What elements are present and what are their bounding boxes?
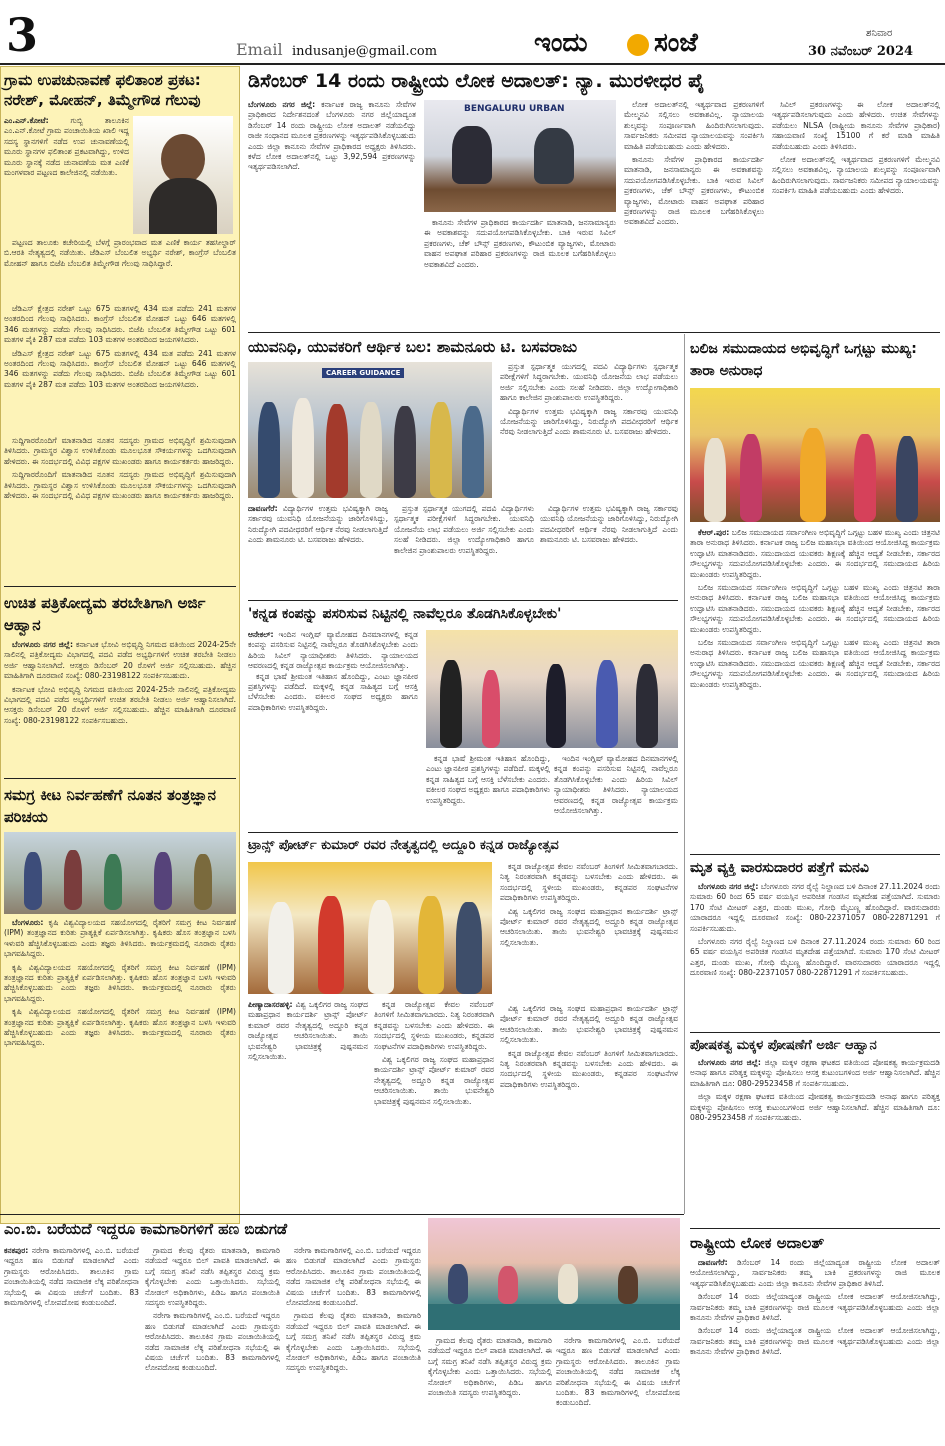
headline: ರಾಷ್ಟ್ರೀಯ ಲೋಕ ಅದಾಲತ್	[690, 1234, 825, 1252]
headline: ಗ್ರಾಮ ಉಪಚುನಾವಣೆ ಫಲಿತಾಂಶ ಪ್ರಕಟ: ನರೇಶ್, ಮೋಹನ್, ತಿಮ್ಮೇಗೌಡ ಗೆಲುವು	[4, 71, 201, 109]
article-body	[772, 100, 940, 328]
paragraph: ಗ್ರಾಮದ ಕೆಲವು ರೈತರು ಮಾತನಾಡಿ, ಕಾಮಗಾರಿ ನಡೆಯದೆ ಇದ್ದರೂ ಬಿಲ್ ಪಾವತಿ ಮಾಡಲಾಗಿದೆ. ಈ ಬಗ್ಗೆ ಸಮಗ್ರ ತನಿಖೆ ನಡೆಸಿ ತಪ್ಪಿತಸ್ಥರ ವಿರುದ್ಧ ಕ್ರಮ ಕೈಗೊಳ್ಳಬೇಕು ಎಂದು ಒತ್ತಾಯಿಸಿದರು. ಸಭೆಯಲ್ಲಿ ನೋಡಲ್ ಅಧಿಕಾರಿಗಳು, ಪಿಡಿಒ ಹಾಗೂ ಪಂಚಾಯಿತಿ ಸದಸ್ಯರು ಉಪಸ್ಥಿತರಿದ್ದರು.	[428, 1336, 552, 1398]
person-figure	[558, 1264, 578, 1304]
paragraph: ಕನ್ನಡ ರಾಜ್ಯೋತ್ಸವ ಕೇವಲ ನವೆಂಬರ್ ತಿಂಗಳಿಗೆ ಸೀಮಿತವಾಗಬಾರದು. ನಿತ್ಯ ನಿರಂತರವಾಗಿ ಕನ್ನಡವನ್ನು ಬಳಸಬೇಕು ಎಂದು ಹೇಳಿದರು. ಈ ಸಂದರ್ಭದಲ್ಲಿ ಸ್ಥಳೀಯ ಮುಖಂಡರು, ಕನ್ನಡಪರ ಸಂಘಟನೆಗಳ ಪದಾಧಿಕಾರಿಗಳು ಉಪಸ್ಥಿತರಿದ್ದರು.	[500, 1048, 678, 1089]
article-body	[248, 1000, 368, 1212]
person-figure	[268, 902, 294, 994]
masthead-left: ಇಂದು	[534, 28, 588, 58]
paragraph: ಜೆಡಿಎಸ್ ಕ್ಷೇತ್ರದ ನರೇಶ್ ಒಟ್ಟು 675 ಮತಗಳಲ್ಲಿ 434 ಮತ ಪಡೆದು 241 ಮತಗಳ ಅಂತರದಿಂದ ಗೆಲುವು ಸಾಧಿಸಿದರು. ಕಾಂಗ್ರೆಸ್ ಬೆಂಬಲಿತ ಮೋಹನ್ ಒಟ್ಟು 646 ಮತಗಳಲ್ಲಿ 346 ಮತಗಳನ್ನು ಪಡೆದು ಗೆಲುವು ಸಾಧಿಸಿದರು. ಬಿಜೆಪಿ ಬೆಂಬಲಿತ ತಿಮ್ಮೇಗೌಡ ಒಟ್ಟು 601 ಮತಗಳ ಪೈಕಿ 287 ಮತ ಪಡೆದು 103 ಮತಗಳ ಅಂತರದಿಂದ ಜಯಗಳಿಸಿದರು.	[4, 348, 236, 389]
article-body	[286, 1246, 421, 1442]
paragraph: ಡಿಸೆಂಬರ್ 14 ರಂದು ಜಿಲ್ಲೆಯಾದ್ಯಂತ ರಾಷ್ಟ್ರೀಯ ಲೋಕ ಅದಾಲತ್ ಆಯೋಜಿಸಲಾಗಿದ್ದು, ಸಾರ್ವಜನಿಕರು ತಮ್ಮ ಬಾಕಿ ಪ್ರಕರಣಗಳನ್ನು ರಾಜಿ ಮೂಲಕ ಇತ್ಯರ್ಥಪಡಿಸಿಕೊಳ್ಳಬಹುದು ಎಂದು ಜಿಲ್ಲಾ ಕಾನೂನು ಸೇವೆಗಳ ಪ್ರಾಧಿಕಾರ ತಿಳಿಸಿದೆ.	[690, 1258, 940, 1288]
paragraph: ಜೆಡಿಎಸ್ ಕ್ಷೇತ್ರದ ನರೇಶ್ ಒಟ್ಟು 675 ಮತಗಳಲ್ಲಿ 434 ಮತ ಪಡೆದು 241 ಮತಗಳ ಅಂತರದಿಂದ ಗೆಲುವು ಸಾಧಿಸಿದರು. ಕಾಂಗ್ರೆಸ್ ಬೆಂಬಲಿತ ಮೋಹನ್ ಒಟ್ಟು 646 ಮತಗಳಲ್ಲಿ 346 ಮತಗಳನ್ನು ಪಡೆದು ಗೆಲುವು ಸಾಧಿಸಿದರು. ಬಿಜೆಪಿ ಬೆಂಬಲಿತ ತಿಮ್ಮೇಗೌಡ ಒಟ್ಟು 601 ಮತಗಳ ಪೈಕಿ 287 ಮತ ಪಡೆದು 103 ಮತಗಳ ಅಂತರದಿಂದ ಜಯಗಳಿಸಿದರು.	[4, 304, 236, 345]
kannada-story	[248, 604, 678, 830]
paragraph: ವಿದ್ಯಾರ್ಥಿಗಳ ಉತ್ತಮ ಭವಿಷ್ಯಕ್ಕಾಗಿ ರಾಜ್ಯ ಸರ್ಕಾರವು ಯುವನಿಧಿ ಯೋಜನೆಯನ್ನು ಜಾರಿಗೊಳಿಸಿದ್ದು, ನಿರುದ್ಯೋಗಿ ಪದವೀಧರರಿಗೆ ಆರ್ಥಿಕ ನೆರವು ನೀಡಲಾಗುತ್ತಿದೆ ಎಂದು ಶಾಮನೂರು ಟಿ. ಬಸವರಾಜು ಹೇಳಿದರು.	[248, 504, 388, 545]
person-figure	[360, 402, 382, 498]
paragraph: ಕರ್ನಾಟಕ ರಾಜ್ಯ ಕಾನೂನು ಸೇವೆಗಳ ಪ್ರಾಧಿಕಾರದ ನಿರ್ದೇಶನದಂತೆ ಬೆಂಗಳೂರು ನಗರ ಜಿಲ್ಲೆಯಾದ್ಯಂತ ಡಿಸೆಂಬರ್ 14 ರಂದು ರಾಷ್ಟ್ರೀಯ ಲೋಕ ಅದಾಲತ್ ನಡೆಯಲಿದ್ದು ರಾಜೀ ಸಂಧಾನದ ಮೂಲಕ ಪ್ರಕರಣಗಳನ್ನು ಇತ್ಯರ್ಥಪಡಿಸಿಕೊಳ್ಳಬಹುದು ಎಂದು ಜಿಲ್ಲಾ ಕಾನೂನು ಸೇವೆಗಳ ಪ್ರಾಧಿಕಾರದ ಅಧ್ಯಕ್ಷರು ತಿಳಿಸಿದರು. ಕಳೆದ ಲೋಕ ಅದಾಲತ್‌ನಲ್ಲಿ ಒಟ್ಟು 3,92,594 ಪ್ರಕರಣಗಳನ್ನು ಇತ್ಯರ್ಥಪಡಿಸಲಾಗಿದೆ.	[248, 100, 416, 172]
divider	[4, 586, 236, 587]
paragraph: ವಿಶ್ವ ಒಕ್ಕಲಿಗರ ರಾಜ್ಯ ಸಂಘದ ಮಹಾಪ್ರಧಾನ ಕಾರ್ಯದರ್ಶಿ ಟ್ರಾನ್ಸ್ ಪೋರ್ಟ್ ಕುಮಾರ್ ರವರ ನೇತೃತ್ವದಲ್ಲಿ ಅದ್ದೂರಿ ಕನ್ನಡ ರಾಜ್ಯೋತ್ಸವ ಆಚರಿಸಲಾಯಿತು. ತಾಯಿ ಭುವನೇಶ್ವರಿ ಭಾವಚಿತ್ರಕ್ಕೆ ಪುಷ್ಪನಮನ ಸಲ್ಲಿಸಲಾಯಿತು.	[500, 906, 678, 947]
paragraph: ಬಲಿಜ ಸಮುದಾಯದ ಸರ್ವಾಂಗೀಣ ಅಭಿವೃದ್ಧಿಗೆ ಒಗ್ಗಟ್ಟು ಬಹಳ ಮುಖ್ಯ ಎಂದು ಚಿತ್ರನಟಿ ತಾರಾ ಅನುರಾಧ ತಿಳಿಸಿದರು. ಕರ್ನಾಟಕ ರಾಜ್ಯ ಬಲಿಜ ಮಹಾಸಭಾ ವತಿಯಿಂದ ಆಯೋಜಿಸಿದ್ದ ಕಾರ್ಯಕ್ರಮ ಉದ್ಘಾಟಿಸಿ ಮಾತನಾಡಿದರು. ಸಮುದಾಯದ ಯುವಕರು ಶಿಕ್ಷಣಕ್ಕೆ ಹೆಚ್ಚಿನ ಆದ್ಯತೆ ನೀಡಬೇಕು, ಸರ್ಕಾರದ ಸೌಲಭ್ಯಗಳನ್ನು ಸದುಪಯೋಗಪಡಿಸಿಕೊಳ್ಳಬೇಕು ಎಂದರು. ಈ ಸಂದರ್ಭದಲ್ಲಿ ಸಮುದಾಯದ ಹಿರಿಯ ಮುಖಂಡರು ಉಪಸ್ಥಿತರಿದ್ದರು.	[690, 528, 940, 579]
paragraph: ಡಿಸೆಂಬರ್ 14 ರಂದು ಜಿಲ್ಲೆಯಾದ್ಯಂತ ರಾಷ್ಟ್ರೀಯ ಲೋಕ ಅದಾಲತ್ ಆಯೋಜಿಸಲಾಗಿದ್ದು, ಸಾರ್ವಜನಿಕರು ತಮ್ಮ ಬಾಕಿ ಪ್ರಕರಣಗಳನ್ನು ರಾಜಿ ಮೂಲಕ ಇತ್ಯರ್ಥಪಡಿಸಿಕೊಳ್ಳಬಹುದು ಎಂದು ಜಿಲ್ಲಾ ಕಾನೂನು ಸೇವೆಗಳ ಪ್ರಾಧಿಕಾರ ತಿಳಿಸಿದೆ.	[690, 1326, 940, 1357]
article-body	[428, 1336, 552, 1442]
paragraph: ಕನ್ನಡ ರಾಜ್ಯೋತ್ಸವ ಕೇವಲ ನವೆಂಬರ್ ತಿಂಗಳಿಗೆ ಸೀಮಿತವಾಗಬಾರದು. ನಿತ್ಯ ನಿರಂತರವಾಗಿ ಕನ್ನಡವನ್ನು ಬಳಸಬೇಕು ಎಂದು ಹೇಳಿದರು. ಈ ಸಂದರ್ಭದಲ್ಲಿ ಸ್ಥಳೀಯ ಮುಖಂಡರು, ಕನ್ನಡಪರ ಸಂಘಟನೆಗಳ ಪದಾಧಿಕಾರಿಗಳು ಉಪಸ್ಥಿತರಿದ್ದರು.	[500, 862, 678, 903]
person-figure	[318, 896, 344, 994]
paragraph: ಸಿವಿಲ್ ಪ್ರಕರಣಗಳನ್ನು ಈ ಲೋಕ ಅದಾಲತ್‌ನಲ್ಲಿ ಇತ್ಯರ್ಥಪಡಿಸಲಾಗುವುದು ಎಂದು ಹೇಳಿದರು. ಉಚಿತ ಸೇವೆಗಳನ್ನು ಪಡೆಯಲು NLSA (ರಾಷ್ಟ್ರೀಯ ಕಾನೂನು ಸೇವೆಗಳ ಪ್ರಾಧಿಕಾರ) ಸಹಾಯವಾಣಿ ಸಂಖ್ಯೆ 15100 ಗೆ ಕರೆ ಮಾಡಿ ಮಾಹಿತಿ ಪಡೆಯಬಹುದು ಎಂದು ತಿಳಿಸಿದರು.	[772, 100, 940, 151]
article-body	[690, 1258, 940, 1438]
paragraph: ಕೃಷಿ ವಿಶ್ವವಿದ್ಯಾಲಯದ ಸಹಯೋಗದಲ್ಲಿ ರೈತರಿಗೆ ಸಮಗ್ರ ಕೀಟ ನಿರ್ವಹಣೆ (IPM) ತಂತ್ರಜ್ಞಾನದ ಕುರಿತು ಪ್ರಾತ್ಯಕ್ಷಿಕೆ ಏರ್ಪಡಿಸಲಾಗಿತ್ತು. ಕೃಷಿಕರು ಹೊಸ ತಂತ್ರಜ್ಞಾನ ಬಳಸಿ ಇಳುವರಿ ಹೆಚ್ಚಿಸಿಕೊಳ್ಳಬಹುದು ಎಂದು ತಜ್ಞರು ತಿಳಿಸಿದರು. ಕಾರ್ಯಕ್ರಮದಲ್ಲಿ ನೂರಾರು ರೈತರು ಭಾಗವಹಿಸಿದ್ದರು.	[4, 962, 236, 1003]
paragraph: ಲೋಕ ಅದಾಲತ್‌ನಲ್ಲಿ ಇತ್ಯರ್ಥವಾದ ಪ್ರಕರಣಗಳಿಗೆ ಮೇಲ್ಮನವಿ ಸಲ್ಲಿಸಲು ಅವಕಾಶವಿಲ್ಲ. ನ್ಯಾಯಾಲಯ ಶುಲ್ಕವನ್ನು ಸಂಪೂರ್ಣವಾಗಿ ಹಿಂದಿರುಗಿಸಲಾಗುವುದು. ಸಾರ್ವಜನಿಕರು ಸಮೀಪದ ನ್ಯಾಯಾಲಯವನ್ನು ಸಂಪರ್ಕಿಸಿ ಮಾಹಿತಿ ಪಡೆಯಬಹುದು ಎಂದು ಹೇಳಿದರು.	[624, 100, 764, 151]
paragraph: ಕಾನೂನು ಸೇವೆಗಳ ಪ್ರಾಧಿಕಾರದ ಕಾರ್ಯದರ್ಶಿ ಮಾತನಾಡಿ, ಜನಸಾಮಾನ್ಯರು ಈ ಅವಕಾಶವನ್ನು ಸದುಪಯೋಗಪಡಿಸಿಕೊಳ್ಳಬೇಕು. ಬಾಕಿ ಇರುವ ಸಿವಿಲ್ ಪ್ರಕರಣಗಳು, ಚೆಕ್ ಬೌನ್ಸ್ ಪ್ರಕರಣಗಳು, ಕೌಟುಂಬಿಕ ವ್ಯಾಜ್ಯಗಳು, ಮೋಟಾರು ವಾಹನ ಅಪಘಾತ ಪರಿಹಾರ ಪ್ರಕರಣಗಳನ್ನು ರಾಜಿ ಮೂಲಕ ಬಗೆಹರಿಸಿಕೊಳ್ಳಲು ಅವಕಾಶವಿದೆ ಎಂದರು.	[624, 155, 764, 227]
article-body	[248, 100, 416, 328]
person-figure	[292, 398, 314, 498]
paragraph: ಬಲಿಜ ಸಮುದಾಯದ ಸರ್ವಾಂಗೀಣ ಅಭಿವೃದ್ಧಿಗೆ ಒಗ್ಗಟ್ಟು ಬಹಳ ಮುಖ್ಯ ಎಂದು ಚಿತ್ರನಟಿ ತಾರಾ ಅನುರಾಧ ತಿಳಿಸಿದರು. ಕರ್ನಾಟಕ ರಾಜ್ಯ ಬಲಿಜ ಮಹಾಸಭಾ ವತಿಯಿಂದ ಆಯೋಜಿಸಿದ್ದ ಕಾರ್ಯಕ್ರಮ ಉದ್ಘಾಟಿಸಿ ಮಾತನಾಡಿದರು. ಸಮುದಾಯದ ಯುವಕರು ಶಿಕ್ಷಣಕ್ಕೆ ಹೆಚ್ಚಿನ ಆದ್ಯತೆ ನೀಡಬೇಕು, ಸರ್ಕಾರದ ಸೌಲಭ್ಯಗಳನ್ನು ಸದುಪಯೋಗಪಡಿಸಿಕೊಳ್ಳಬೇಕು ಎಂದರು. ಈ ಸಂದರ್ಭದಲ್ಲಿ ಸಮುದಾಯದ ಹಿರಿಯ ಮುಖಂಡರು ಉಪಸ್ಥಿತರಿದ್ದರು.	[690, 638, 940, 689]
article-body	[624, 100, 764, 328]
paragraph: ಲೋಕ ಅದಾಲತ್‌ನಲ್ಲಿ ಇತ್ಯರ್ಥವಾದ ಪ್ರಕರಣಗಳಿಗೆ ಮೇಲ್ಮನವಿ ಸಲ್ಲಿಸಲು ಅವಕಾಶವಿಲ್ಲ. ನ್ಯಾಯಾಲಯ ಶುಲ್ಕವನ್ನು ಸಂಪೂರ್ಣವಾಗಿ ಹಿಂದಿರುಗಿಸಲಾಗುವುದು. ಸಾರ್ವಜನಿಕರು ಸಮೀಪದ ನ್ಯಾಯಾಲಯವನ್ನು ಸಂಪರ್ಕಿಸಿ ಮಾಹಿತಿ ಪಡೆಯಬಹುದು ಎಂದು ಹೇಳಿದರು.	[772, 155, 940, 196]
divider	[0, 1214, 684, 1215]
person-figure	[800, 428, 826, 522]
masthead-right: ಸಂಜೆ	[654, 28, 698, 58]
email-label: Email	[236, 40, 283, 59]
table	[428, 1304, 680, 1330]
issue-day: ಶನಿವಾರ	[866, 28, 893, 39]
page-number: 3	[6, 8, 39, 62]
dateline: ಬೆಂಗಳೂರು ನಗರ ಜಿಲ್ಲೆ:	[698, 1058, 761, 1067]
paragraph: ಬೆಂಗಳೂರು ನಗರ ರೈಲ್ವೆ ನಿಲ್ದಾಣದ ಬಳಿ ದಿನಾಂಕ 27.11.2024 ರಂದು ಸುಮಾರು 60 ರಿಂದ 65 ವರ್ಷ ವಯಸ್ಸಿನ ಅಪರಿಚಿತ ಗಂಡಸಿನ ಮೃತದೇಹ ಪತ್ತೆಯಾಗಿದೆ. ಸುಮಾರು 170 ಸೆಂಟಿ ಮೀಟರ್ ಎತ್ತರ, ದುಂಡು ಮುಖ, ಗೋಧಿ ಮೈಬಣ್ಣ ಹೊಂದಿದ್ದಾರೆ. ವಾರಸುದಾರರು ಯಾರಾದರೂ ಇದ್ದಲ್ಲಿ ದೂರವಾಣಿ ಸಂಖ್ಯೆ: 080-22371057 080-22871291 ಗೆ ಸಂಪರ್ಕಿಸಬಹುದು.	[690, 882, 940, 933]
article-body	[424, 218, 616, 328]
paragraph: ಪ್ರಸ್ತುತ ಸ್ಪರ್ಧಾತ್ಮಕ ಯುಗದಲ್ಲಿ ಪದವಿ ವಿದ್ಯಾರ್ಥಿಗಳು ಸ್ಪರ್ಧಾತ್ಮಕ ಪರೀಕ್ಷೆಗಳಿಗೆ ಸಿದ್ಧರಾಗಬೇಕು. ಯುವನಿಧಿ ಯೋಜನೆಯ ಲಾಭ ಪಡೆಯಲು ಅರ್ಜಿ ಸಲ್ಲಿಸಬೇಕು ಎಂದು ಸಲಹೆ ನೀಡಿದರು. ಜಿಲ್ಲಾ ಉದ್ಯೋಗಾಧಿಕಾರಿ ಹಾಗೂ ಕಾಲೇಜಿನ ಪ್ರಾಂಶುಪಾಲರು ಉಪಸ್ಥಿತರಿದ್ದರು.	[394, 504, 534, 555]
article-body	[4, 238, 236, 304]
divider	[4, 778, 236, 779]
person-figure	[498, 1266, 518, 1304]
person-figure	[418, 896, 444, 994]
header-rule	[0, 63, 945, 65]
article-body	[248, 630, 418, 830]
paragraph: ಇಂದಿನ ಇಂಗ್ಲಿಷ್ ವ್ಯಾಮೋಹದ ದಿನಮಾನಗಳಲ್ಲಿ ಕನ್ನಡ ಕಂಪನ್ನು ಪಸರಿಸುವ ನಿಟ್ಟಿನಲ್ಲಿ ನಾವೆಲ್ಲರೂ ತೊಡಗಿಸಿಕೊಳ್ಳಬೇಕು ಎಂದು ಹಿರಿಯ ಸಿವಿಲ್ ನ್ಯಾಯಾಧೀಶರು ತಿಳಿಸಿದರು. ನ್ಯಾಯಾಲಯದ ಆವರಣದಲ್ಲಿ ಕನ್ನಡ ರಾಜ್ಯೋತ್ಸವ ಕಾರ್ಯಕ್ರಮ ಆಯೋಜಿಸಲಾಗಿತ್ತು.	[248, 630, 418, 671]
article-body	[540, 504, 678, 596]
paragraph: ವಿಶ್ವ ಒಕ್ಕಲಿಗರ ರಾಜ್ಯ ಸಂಘದ ಮಹಾಪ್ರಧಾನ ಕಾರ್ಯದರ್ಶಿ ಟ್ರಾನ್ಸ್ ಪೋರ್ಟ್ ಕುಮಾರ್ ರವರ ನೇತೃತ್ವದಲ್ಲಿ ಅದ್ದೂರಿ ಕನ್ನಡ ರಾಜ್ಯೋತ್ಸವ ಆಚರಿಸಲಾಯಿತು. ತಾಯಿ ಭುವನೇಶ್ವರಿ ಭಾವಚಿತ್ರಕ್ಕೆ ಪುಷ್ಪನಮನ ಸಲ್ಲಿಸಲಾಯಿತು.	[500, 1004, 678, 1045]
email-address: indusanje@gmail.com	[292, 44, 438, 59]
dateline: ಬೆಂಗಳೂರು ನಗರ ಜಿಲ್ಲೆ:	[12, 640, 74, 649]
paragraph: ಕನ್ನಡ ಭಾಷೆ ಶ್ರೀಮಂತ ಇತಿಹಾಸ ಹೊಂದಿದ್ದು, ಎಂಟು ಜ್ಞಾನಪೀಠ ಪ್ರಶಸ್ತಿಗಳನ್ನು ಪಡೆದಿದೆ. ಮಕ್ಕಳಲ್ಲಿ ಕನ್ನಡ ಸಾಹಿತ್ಯದ ಬಗ್ಗೆ ಆಸಕ್ತಿ ಬೆಳೆಸಬೇಕು ಎಂದರು. ವಕೀಲರ ಸಂಘದ ಅಧ್ಯಕ್ಷರು ಹಾಗೂ ಪದಾಧಿಕಾರಿಗಳು ಉಪಸ್ಥಿತರಿದ್ದರು.	[426, 754, 550, 805]
paragraph: ಜಿಲ್ಲಾ ಮಕ್ಕಳ ರಕ್ಷಣಾ ಘಟಕದ ವತಿಯಿಂದ ಪೋಷಕತ್ವ ಕಾರ್ಯಕ್ರಮದಡಿ ಅನಾಥ ಹಾಗೂ ಪರಿತ್ಯಕ್ತ ಮಕ್ಕಳನ್ನು ಪೋಷಿಸಲು ಆಸಕ್ತ ಕುಟುಂಬಗಳಿಂದ ಅರ್ಜಿ ಆಹ್ವಾನಿಸಲಾಗಿದೆ. ಹೆಚ್ಚಿನ ಮಾಹಿತಿಗಾಗಿ ದೂ: 080-29523458 ಗೆ ಸಂಪರ್ಕಿಸಬಹುದು.	[690, 1058, 940, 1088]
divider	[248, 832, 678, 833]
person-figure	[596, 660, 618, 748]
balija-story	[690, 338, 940, 800]
article-body	[500, 362, 678, 498]
person-figure	[482, 670, 500, 748]
paragraph: ವಿಶ್ವ ಒಕ್ಕಲಿಗರ ರಾಜ್ಯ ಸಂಘದ ಮಹಾಪ್ರಧಾನ ಕಾರ್ಯದರ್ಶಿ ಟ್ರಾನ್ಸ್ ಪೋರ್ಟ್ ಕುಮಾರ್ ರವರ ನೇತೃತ್ವದಲ್ಲಿ ಅದ್ದೂರಿ ಕನ್ನಡ ರಾಜ್ಯೋತ್ಸವ ಆಚರಿಸಲಾಯಿತು. ತಾಯಿ ಭುವನೇಶ್ವರಿ ಭಾವಚಿತ್ರಕ್ಕೆ ಪುಷ್ಪನಮನ ಸಲ್ಲಿಸಲಾಯಿತು.	[248, 1000, 368, 1062]
paragraph: ಸುದ್ದಿಗಾರರೊಂದಿಗೆ ಮಾತನಾಡಿದ ನೂತನ ಸದಸ್ಯರು ಗ್ರಾಮದ ಅಭಿವೃದ್ಧಿಗೆ ಶ್ರಮಿಸುವುದಾಗಿ ತಿಳಿಸಿದರು. ಗ್ರಾಮಸ್ಥರ ವಿಶ್ವಾಸ ಉಳಿಸಿಕೊಂಡು ಮೂಲಭೂತ ಸೌಕರ್ಯಗಳನ್ನು ಒದಗಿಸುವುದಾಗಿ ಹೇಳಿದರು. ಈ ಸಂದರ್ಭದಲ್ಲಿ ವಿವಿಧ ಪಕ್ಷಗಳ ಮುಖಂಡರು ಹಾಗೂ ಕಾರ್ಯಕರ್ತರು ಹಾಜರಿದ್ದರು.	[4, 470, 236, 501]
headline: ಸಮಗ್ರ ಕೀಟ ನಿರ್ವಹಣೆಗೆ ನೂತನ ತಂತ್ರಜ್ಞಾನ ಪರಿಚಯ	[4, 786, 216, 826]
bottom-story	[4, 1218, 680, 1442]
issue-date: 30 ನವೆಂಬರ್ 2024	[808, 44, 914, 59]
person-figure	[326, 404, 348, 498]
dateline: ಎಂ.ಎನ್.ಕೋಟೆ:	[4, 116, 49, 125]
person-figure	[64, 850, 82, 910]
headline: ಎಂ.ಬಿ. ಬರೆಯದೆ ಇದ್ದರೂ ಕಾಮಗಾರಿಗಳಿಗೆ ಹಣ ಬಿಡುಗಡೆ	[4, 1220, 288, 1238]
dateline: ಪೀಣ್ಯಾದಾಸರಹಳ್ಳಿ:	[248, 1000, 293, 1009]
banner-text: CAREER GUIDANCE	[322, 368, 404, 378]
article-body	[556, 1336, 680, 1442]
paragraph: ಬೆಂಗಳೂರು ನಗರ ರೈಲ್ವೆ ನಿಲ್ದಾಣದ ಬಳಿ ದಿನಾಂಕ 27.11.2024 ರಂದು ಸುಮಾರು 60 ರಿಂದ 65 ವರ್ಷ ವಯಸ್ಸಿನ ಅಪರಿಚಿತ ಗಂಡಸಿನ ಮೃತದೇಹ ಪತ್ತೆಯಾಗಿದೆ. ಸುಮಾರು 170 ಸೆಂಟಿ ಮೀಟರ್ ಎತ್ತರ, ದುಂಡು ಮುಖ, ಗೋಧಿ ಮೈಬಣ್ಣ ಹೊಂದಿದ್ದಾರೆ. ವಾರಸುದಾರರು ಯಾರಾದರೂ ಇದ್ದಲ್ಲಿ ದೂರವಾಣಿ ಸಂಖ್ಯೆ: 080-22371057 080-22871291 ಗೆ ಸಂಪರ್ಕಿಸಬಹುದು.	[690, 937, 940, 978]
person-figure	[456, 902, 482, 994]
paragraph: ಇಂದಿನ ಇಂಗ್ಲಿಷ್ ವ್ಯಾಮೋಹದ ದಿನಮಾನಗಳಲ್ಲಿ ಕನ್ನಡ ಕಂಪನ್ನು ಪಸರಿಸುವ ನಿಟ್ಟಿನಲ್ಲಿ ನಾವೆಲ್ಲರೂ ತೊಡಗಿಸಿಕೊಳ್ಳಬೇಕು ಎಂದು ಹಿರಿಯ ಸಿವಿಲ್ ನ್ಯಾಯಾಧೀಶರು ತಿಳಿಸಿದರು. ನ್ಯಾಯಾಲಯದ ಆವರಣದಲ್ಲಿ ಕನ್ನಡ ರಾಜ್ಯೋತ್ಸವ ಕಾರ್ಯಕ್ರಮ ಆಯೋಜಿಸಲಾಗಿತ್ತು.	[554, 754, 678, 816]
paragraph: ನರೇಗಾ ಕಾಮಗಾರಿಗಳಲ್ಲಿ ಎಂ.ಬಿ. ಬರೆಯದೆ ಇದ್ದರೂ ಹಣ ಬಿಡುಗಡೆ ಮಾಡಲಾಗಿದೆ ಎಂದು ಗ್ರಾಮಸ್ಥರು ಆರೋಪಿಸಿದರು. ತಾಲೂಕಿನ ಗ್ರಾಮ ಪಂಚಾಯಿತಿಯಲ್ಲಿ ನಡೆದ ಸಾಮಾಜಿಕ ಲೆಕ್ಕ ಪರಿಶೋಧನಾ ಸಭೆಯಲ್ಲಿ ಈ ವಿಷಯ ಚರ್ಚೆಗೆ ಬಂದಿತು. 83 ಕಾಮಗಾರಿಗಳಲ್ಲಿ ಲೋಪದೋಷ ಕಂಡುಬಂದಿದೆ.	[4, 1246, 139, 1308]
headline: ಯುವನಿಧಿ, ಯುವಕರಿಗೆ ಆರ್ಥಿಕ ಬಲ: ಶಾಮನೂರು ಟಿ. ಬಸವರಾಜು	[248, 338, 578, 356]
banner-text: BENGALURU URBAN	[464, 104, 565, 114]
person-figure	[534, 128, 574, 184]
event-photo	[426, 630, 678, 748]
dateline: ದಾವಣಗೆರೆ:	[698, 1258, 728, 1267]
paragraph: ಗುಬ್ಬಿ ತಾಲೂಕಿನ ಎಂ.ಎನ್.ಕೋಟೆ ಗ್ರಾಮ ಪಂಚಾಯಿತಿಯ ಖಾಲಿ ಇದ್ದ ಸದಸ್ಯ ಸ್ಥಾನಗಳಿಗೆ ನಡೆದ ಉಪ ಚುನಾವಣೆಯಲ್ಲಿ ಮೂರು ಸ್ಥಾನಗಳ ಫಲಿತಾಂಶ ಪ್ರಕಟವಾಗಿದ್ದು, ಉಳಿದ ಮೂರು ಸ್ಥಾನಕ್ಕೆ ನಡೆದ ಚುನಾವಣೆಯ ಮತ ಎಣಿಕೆ ಮಂಗಳವಾರ ಪಟ್ಟಣದ ಕಾಲೇಜಿನಲ್ಲಿ ನಡೆಯಿತು.	[4, 116, 129, 178]
person-figure	[740, 434, 762, 522]
person-figure	[24, 852, 42, 910]
transport-story	[248, 836, 678, 1212]
divider	[690, 1032, 940, 1033]
article-body	[426, 754, 550, 830]
article-body	[4, 640, 236, 776]
divider	[690, 1228, 940, 1229]
paragraph: ಕೃಷಿ ವಿಶ್ವವಿದ್ಯಾಲಯದ ಸಹಯೋಗದಲ್ಲಿ ರೈತರಿಗೆ ಸಮಗ್ರ ಕೀಟ ನಿರ್ವಹಣೆ (IPM) ತಂತ್ರಜ್ಞಾನದ ಕುರಿತು ಪ್ರಾತ್ಯಕ್ಷಿಕೆ ಏರ್ಪಡಿಸಲಾಗಿತ್ತು. ಕೃಷಿಕರು ಹೊಸ ತಂತ್ರಜ್ಞಾನ ಬಳಸಿ ಇಳುವರಿ ಹೆಚ್ಚಿಸಿಕೊಳ್ಳಬಹುದು ಎಂದು ತಜ್ಞರು ತಿಳಿಸಿದರು. ಕಾರ್ಯಕ್ರಮದಲ್ಲಿ ನೂರಾರು ರೈತರು ಭಾಗವಹಿಸಿದ್ದರು.	[4, 918, 236, 959]
portrait-photo	[133, 116, 233, 234]
article-body	[690, 1058, 940, 1174]
divider	[690, 854, 940, 855]
dateline: ಬೆಂಗಳೂರು ನಗರ ಜಿಲ್ಲೆ:	[248, 100, 316, 109]
paragraph: ಕರ್ನಾಟಕ ಭೋವಿ ಅಭಿವೃದ್ಧಿ ನಿಗಮದ ವತಿಯಿಂದ 2024-25ನೇ ಸಾಲಿನಲ್ಲಿ ಪತ್ರಿಕೋದ್ಯಮ ವಿಭಾಗದಲ್ಲಿ ಪದವಿ ಪಡೆದ ಅಭ್ಯರ್ಥಿಗಳಿಗೆ ಉಚಿತ ತರಬೇತಿ ನೀಡಲು ಅರ್ಜಿ ಆಹ್ವಾನಿಸಲಾಗಿದೆ. ಆಸಕ್ತರು ಡಿಸೆಂಬರ್ 20 ರೊಳಗೆ ಅರ್ಜಿ ಸಲ್ಲಿಸಬಹುದು. ಹೆಚ್ಚಿನ ಮಾಹಿತಿಗಾಗಿ ದೂರವಾಣಿ ಸಂಖ್ಯೆ: 080-23198122 ಸಂಪರ್ಕಿಸಬಹುದು.	[4, 640, 236, 681]
rashtriya-story	[690, 1232, 940, 1440]
paragraph: ಕಾನೂನು ಸೇವೆಗಳ ಪ್ರಾಧಿಕಾರದ ಕಾರ್ಯದರ್ಶಿ ಮಾತನಾಡಿ, ಜನಸಾಮಾನ್ಯರು ಈ ಅವಕಾಶವನ್ನು ಸದುಪಯೋಗಪಡಿಸಿಕೊಳ್ಳಬೇಕು. ಬಾಕಿ ಇರುವ ಸಿವಿಲ್ ಪ್ರಕರಣಗಳು, ಚೆಕ್ ಬೌನ್ಸ್ ಪ್ರಕರಣಗಳು, ಕೌಟುಂಬಿಕ ವ್ಯಾಜ್ಯಗಳು, ಮೋಟಾರು ವಾಹನ ಅಪಘಾತ ಪರಿಹಾರ ಪ್ರಕರಣಗಳನ್ನು ರಾಜಿ ಮೂಲಕ ಬಗೆಹರಿಸಿಕೊಳ್ಳಲು ಅವಕಾಶವಿದೆ ಎಂದರು.	[424, 218, 616, 269]
headline: 'ಕನ್ನಡ ಕಂಪನ್ನು ಪಸರಿಸುವ ನಿಟ್ಟಿನಲ್ಲಿ ನಾವೆಲ್ಲರೂ ತೊಡಗಿಸಿಕೊಳ್ಳಬೇಕು'	[248, 606, 562, 622]
article-body	[4, 436, 236, 586]
paragraph: ಕೃಷಿ ವಿಶ್ವವಿದ್ಯಾಲಯದ ಸಹಯೋಗದಲ್ಲಿ ರೈತರಿಗೆ ಸಮಗ್ರ ಕೀಟ ನಿರ್ವಹಣೆ (IPM) ತಂತ್ರಜ್ಞಾನದ ಕುರಿತು ಪ್ರಾತ್ಯಕ್ಷಿಕೆ ಏರ್ಪಡಿಸಲಾಗಿತ್ತು. ಕೃಷಿಕರು ಹೊಸ ತಂತ್ರಜ್ಞಾನ ಬಳಸಿ ಇಳುವರಿ ಹೆಚ್ಚಿಸಿಕೊಳ್ಳಬಹುದು ಎಂದು ತಜ್ಞರು ತಿಳಿಸಿದರು. ಕಾರ್ಯಕ್ರಮದಲ್ಲಿ ನೂರಾರು ರೈತರು ಭಾಗವಹಿಸಿದ್ದರು.	[4, 1007, 236, 1048]
person-figure	[704, 438, 726, 522]
paragraph: ನರೇಗಾ ಕಾಮಗಾರಿಗಳಲ್ಲಿ ಎಂ.ಬಿ. ಬರೆಯದೆ ಇದ್ದರೂ ಹಣ ಬಿಡುಗಡೆ ಮಾಡಲಾಗಿದೆ ಎಂದು ಗ್ರಾಮಸ್ಥರು ಆರೋಪಿಸಿದರು. ತಾಲೂಕಿನ ಗ್ರಾಮ ಪಂಚಾಯಿತಿಯಲ್ಲಿ ನಡೆದ ಸಾಮಾಜಿಕ ಲೆಕ್ಕ ಪರಿಶೋಧನಾ ಸಭೆಯಲ್ಲಿ ಈ ವಿಷಯ ಚರ್ಚೆಗೆ ಬಂದಿತು. 83 ಕಾಮಗಾರಿಗಳಲ್ಲಿ ಲೋಪದೋಷ ಕಂಡುಬಂದಿದೆ.	[145, 1311, 280, 1373]
dateline: ಬೆಂಗಳೂರು:	[12, 918, 44, 927]
article-body	[4, 116, 129, 236]
article-body	[500, 862, 678, 998]
left-story-3	[4, 784, 236, 1218]
article-body	[394, 504, 534, 596]
person-figure	[161, 134, 205, 184]
person-body	[149, 178, 217, 234]
article-body	[690, 528, 940, 800]
event-photo	[248, 362, 492, 498]
person-figure	[258, 402, 280, 498]
person-figure	[452, 126, 492, 184]
paragraph: ವಿಶ್ವ ಒಕ್ಕಲಿಗರ ರಾಜ್ಯ ಸಂಘದ ಮಹಾಪ್ರಧಾನ ಕಾರ್ಯದರ್ಶಿ ಟ್ರಾನ್ಸ್ ಪೋರ್ಟ್ ಕುಮಾರ್ ರವರ ನೇತೃತ್ವದಲ್ಲಿ ಅದ್ದೂರಿ ಕನ್ನಡ ರಾಜ್ಯೋತ್ಸವ ಆಚರಿಸಲಾಯಿತು. ತಾಯಿ ಭುವನೇಶ್ವರಿ ಭಾವಚಿತ್ರಕ್ಕೆ ಪುಷ್ಪನಮನ ಸಲ್ಲಿಸಲಾಯಿತು.	[374, 1055, 494, 1106]
paragraph: ಕರ್ನಾಟಕ ಭೋವಿ ಅಭಿವೃದ್ಧಿ ನಿಗಮದ ವತಿಯಿಂದ 2024-25ನೇ ಸಾಲಿನಲ್ಲಿ ಪತ್ರಿಕೋದ್ಯಮ ವಿಭಾಗದಲ್ಲಿ ಪದವಿ ಪಡೆದ ಅಭ್ಯರ್ಥಿಗಳಿಗೆ ಉಚಿತ ತರಬೇತಿ ನೀಡಲು ಅರ್ಜಿ ಆಹ್ವಾನಿಸಲಾಗಿದೆ. ಆಸಕ್ತರು ಡಿಸೆಂಬರ್ 20 ರೊಳಗೆ ಅರ್ಜಿ ಸಲ್ಲಿಸಬಹುದು. ಹೆಚ್ಚಿನ ಮಾಹಿತಿಗಾಗಿ ದೂರವಾಣಿ ಸಂಖ್ಯೆ: 080-23198122 ಸಂಪರ್ಕಿಸಬಹುದು.	[4, 684, 236, 725]
headline: ಪೋಷಕತ್ವ ಮಕ್ಕಳ ಪೋಷಣೆಗೆ ಅರ್ಜಿ ಆಹ್ವಾನ	[690, 1038, 877, 1053]
article-body	[554, 754, 678, 830]
paragraph: ವಿದ್ಯಾರ್ಥಿಗಳ ಉತ್ತಮ ಭವಿಷ್ಯಕ್ಕಾಗಿ ರಾಜ್ಯ ಸರ್ಕಾರವು ಯುವನಿಧಿ ಯೋಜನೆಯನ್ನು ಜಾರಿಗೊಳಿಸಿದ್ದು, ನಿರುದ್ಯೋಗಿ ಪದವೀಧರರಿಗೆ ಆರ್ಥಿಕ ನೆರವು ನೀಡಲಾಗುತ್ತಿದೆ ಎಂದು ಶಾಮನೂರು ಟಿ. ಬಸವರಾಜು ಹೇಳಿದರು.	[540, 504, 678, 545]
article-body	[248, 504, 388, 596]
article-body	[4, 1246, 139, 1442]
paragraph: ನರೇಗಾ ಕಾಮಗಾರಿಗಳಲ್ಲಿ ಎಂ.ಬಿ. ಬರೆಯದೆ ಇದ್ದರೂ ಹಣ ಬಿಡುಗಡೆ ಮಾಡಲಾಗಿದೆ ಎಂದು ಗ್ರಾಮಸ್ಥರು ಆರೋಪಿಸಿದರು. ತಾಲೂಕಿನ ಗ್ರಾಮ ಪಂಚಾಯಿತಿಯಲ್ಲಿ ನಡೆದ ಸಾಮಾಜಿಕ ಲೆಕ್ಕ ಪರಿಶೋಧನಾ ಸಭೆಯಲ್ಲಿ ಈ ವಿಷಯ ಚರ್ಚೆಗೆ ಬಂದಿತು. 83 ಕಾಮಗಾರಿಗಳಲ್ಲಿ ಲೋಪದೋಷ ಕಂಡುಬಂದಿದೆ.	[286, 1246, 421, 1308]
article-body	[500, 1004, 678, 1212]
yuvanidhi-story	[248, 336, 678, 598]
person-figure	[448, 1264, 468, 1304]
person-figure	[394, 406, 416, 498]
person-figure	[368, 900, 394, 994]
paragraph: ಕನ್ನಡ ರಾಜ್ಯೋತ್ಸವ ಕೇವಲ ನವೆಂಬರ್ ತಿಂಗಳಿಗೆ ಸೀಮಿತವಾಗಬಾರದು. ನಿತ್ಯ ನಿರಂತರವಾಗಿ ಕನ್ನಡವನ್ನು ಬಳಸಬೇಕು ಎಂದು ಹೇಳಿದರು. ಈ ಸಂದರ್ಭದಲ್ಲಿ ಸ್ಥಳೀಯ ಮುಖಂಡರು, ಕನ್ನಡಪರ ಸಂಘಟನೆಗಳ ಪದಾಧಿಕಾರಿಗಳು ಉಪಸ್ಥಿತರಿದ್ದರು.	[374, 1000, 494, 1051]
person-figure	[636, 664, 658, 748]
person-figure	[154, 852, 172, 910]
left-story-2	[4, 592, 236, 776]
dateline: ಕೆಆರ್.ಪುರ:	[698, 528, 730, 537]
main-top-story	[248, 68, 940, 330]
paragraph: ಪಟ್ಟಣದ ತಾಲೂಕು ಕಚೇರಿಯಲ್ಲಿ ಬೆಳಗ್ಗೆ ಪ್ರಾರಂಭವಾದ ಮತ ಎಣಿಕೆ ಕಾರ್ಯ ತಹಸೀಲ್ದಾರ್ ಬಿ.ಆರತಿ ನೇತೃತ್ವದಲ್ಲಿ ನಡೆಯಿತು. ಜೆಡಿಎಸ್ ಬೆಂಬಲಿತ ಅಭ್ಯರ್ಥಿ ನರೇಶ್, ಕಾಂಗ್ರೆಸ್ ಬೆಂಬಲಿತ ಮೋಹನ್ ಹಾಗೂ ಬಿಜೆಪಿ ಬೆಂಬಲಿತ ತಿಮ್ಮೇಗೌಡ ಗೆಲುವು ಸಾಧಿಸಿದ್ದಾರೆ.	[4, 238, 236, 268]
event-photo	[248, 862, 492, 994]
page-header	[0, 0, 945, 64]
paragraph: ಡಿಸೆಂಬರ್ 14 ರಂದು ಜಿಲ್ಲೆಯಾದ್ಯಂತ ರಾಷ್ಟ್ರೀಯ ಲೋಕ ಅದಾಲತ್ ಆಯೋಜಿಸಲಾಗಿದ್ದು, ಸಾರ್ವಜನಿಕರು ತಮ್ಮ ಬಾಕಿ ಪ್ರಕರಣಗಳನ್ನು ರಾಜಿ ಮೂಲಕ ಇತ್ಯರ್ಥಪಡಿಸಿಕೊಳ್ಳಬಹುದು ಎಂದು ಜಿಲ್ಲಾ ಕಾನೂನು ಸೇವೆಗಳ ಪ್ರಾಧಿಕಾರ ತಿಳಿಸಿದೆ.	[690, 1292, 940, 1323]
person-figure	[618, 1266, 638, 1304]
paragraph: ಪ್ರಸ್ತುತ ಸ್ಪರ್ಧಾತ್ಮಕ ಯುಗದಲ್ಲಿ ಪದವಿ ವಿದ್ಯಾರ್ಥಿಗಳು ಸ್ಪರ್ಧಾತ್ಮಕ ಪರೀಕ್ಷೆಗಳಿಗೆ ಸಿದ್ಧರಾಗಬೇಕು. ಯುವನಿಧಿ ಯೋಜನೆಯ ಲಾಭ ಪಡೆಯಲು ಅರ್ಜಿ ಸಲ್ಲಿಸಬೇಕು ಎಂದು ಸಲಹೆ ನೀಡಿದರು. ಜಿಲ್ಲಾ ಉದ್ಯೋಗಾಧಿಕಾರಿ ಹಾಗೂ ಕಾಲೇಜಿನ ಪ್ರಾಂಶುಪಾಲರು ಉಪಸ್ಥಿತರಿದ್ದರು.	[500, 362, 678, 403]
person-figure	[104, 854, 122, 910]
divider	[248, 332, 940, 333]
headline: ಉಚಿತ ಪತ್ರಿಕೋದ್ಯಮ ತರಬೇತಿಗಾಗಿ ಅರ್ಜಿ ಆಹ್ವಾನ	[4, 594, 206, 634]
dateline: ಕನಕಪುರ:	[4, 1246, 29, 1255]
article-body	[4, 918, 236, 1218]
person-figure	[440, 660, 462, 748]
paragraph: ಜಿಲ್ಲಾ ಮಕ್ಕಳ ರಕ್ಷಣಾ ಘಟಕದ ವತಿಯಿಂದ ಪೋಷಕತ್ವ ಕಾರ್ಯಕ್ರಮದಡಿ ಅನಾಥ ಹಾಗೂ ಪರಿತ್ಯಕ್ತ ಮಕ್ಕಳನ್ನು ಪೋಷಿಸಲು ಆಸಕ್ತ ಕುಟುಂಬಗಳಿಂದ ಅರ್ಜಿ ಆಹ್ವಾನಿಸಲಾಗಿದೆ. ಹೆಚ್ಚಿನ ಮಾಹಿತಿಗಾಗಿ ದೂ: 080-29523458 ಗೆ ಸಂಪರ್ಕಿಸಬಹುದು.	[690, 1092, 940, 1123]
article-body	[690, 882, 940, 1030]
article-body	[374, 1000, 494, 1212]
paragraph: ಬಲಿಜ ಸಮುದಾಯದ ಸರ್ವಾಂಗೀಣ ಅಭಿವೃದ್ಧಿಗೆ ಒಗ್ಗಟ್ಟು ಬಹಳ ಮುಖ್ಯ ಎಂದು ಚಿತ್ರನಟಿ ತಾರಾ ಅನುರಾಧ ತಿಳಿಸಿದರು. ಕರ್ನಾಟಕ ರಾಜ್ಯ ಬಲಿಜ ಮಹಾಸಭಾ ವತಿಯಿಂದ ಆಯೋಜಿಸಿದ್ದ ಕಾರ್ಯಕ್ರಮ ಉದ್ಘಾಟಿಸಿ ಮಾತನಾಡಿದರು. ಸಮುದಾಯದ ಯುವಕರು ಶಿಕ್ಷಣಕ್ಕೆ ಹೆಚ್ಚಿನ ಆದ್ಯತೆ ನೀಡಬೇಕು, ಸರ್ಕಾರದ ಸೌಲಭ್ಯಗಳನ್ನು ಸದುಪಯೋಗಪಡಿಸಿಕೊಳ್ಳಬೇಕು ಎಂದರು. ಈ ಸಂದರ್ಭದಲ್ಲಿ ಸಮುದಾಯದ ಹಿರಿಯ ಮುಖಂಡರು ಉಪಸ್ಥಿತರಿದ್ದರು.	[690, 583, 940, 634]
person-figure	[194, 854, 212, 910]
poushtika-story	[690, 1036, 940, 1176]
column-divider	[684, 334, 685, 1214]
paragraph: ಗ್ರಾಮದ ಕೆಲವು ರೈತರು ಮಾತನಾಡಿ, ಕಾಮಗಾರಿ ನಡೆಯದೆ ಇದ್ದರೂ ಬಿಲ್ ಪಾವತಿ ಮಾಡಲಾಗಿದೆ. ಈ ಬಗ್ಗೆ ಸಮಗ್ರ ತನಿಖೆ ನಡೆಸಿ ತಪ್ಪಿತಸ್ಥರ ವಿರುದ್ಧ ಕ್ರಮ ಕೈಗೊಳ್ಳಬೇಕು ಎಂದು ಒತ್ತಾಯಿಸಿದರು. ಸಭೆಯಲ್ಲಿ ನೋಡಲ್ ಅಧಿಕಾರಿಗಳು, ಪಿಡಿಒ ಹಾಗೂ ಪಂಚಾಯಿತಿ ಸದಸ್ಯರು ಉಪಸ್ಥಿತರಿದ್ದರು.	[145, 1246, 280, 1308]
paragraph: ಗ್ರಾಮದ ಕೆಲವು ರೈತರು ಮಾತನಾಡಿ, ಕಾಮಗಾರಿ ನಡೆಯದೆ ಇದ್ದರೂ ಬಿಲ್ ಪಾವತಿ ಮಾಡಲಾಗಿದೆ. ಈ ಬಗ್ಗೆ ಸಮಗ್ರ ತನಿಖೆ ನಡೆಸಿ ತಪ್ಪಿತಸ್ಥರ ವಿರುದ್ಧ ಕ್ರಮ ಕೈಗೊಳ್ಳಬೇಕು ಎಂದು ಒತ್ತಾಯಿಸಿದರು. ಸಭೆಯಲ್ಲಿ ನೋಡಲ್ ಅಧಿಕಾರಿಗಳು, ಪಿಡಿಒ ಹಾಗೂ ಪಂಚಾಯಿತಿ ಸದಸ್ಯರು ಉಪಸ್ಥಿತರಿದ್ದರು.	[286, 1311, 421, 1373]
event-photo	[4, 832, 236, 914]
mruta-story	[690, 858, 940, 1030]
left-story-1	[4, 70, 236, 586]
headline: ಡಿಸೆಂಬರ್ 14 ರಂದು ರಾಷ್ಟ್ರೀಯ ಲೋಕ ಅದಾಲತ್: ನ್ಯಾ. ಮುರಳೀಧರ ಪೈ	[248, 70, 705, 92]
person-figure	[854, 434, 876, 522]
article-body	[145, 1246, 280, 1442]
headline: ಟ್ರಾನ್ಸ್ ಪೋರ್ಟ್ ಕುಮಾರ್ ರವರ ನೇತೃತ್ವದಲ್ಲಿ ಅದ್ದೂರಿ ಕನ್ನಡ ರಾಜ್ಯೋತ್ಸವ	[248, 838, 559, 853]
person-figure	[546, 664, 566, 748]
event-photo	[690, 388, 940, 522]
person-figure	[430, 402, 452, 498]
article-body	[4, 304, 236, 436]
person-figure	[462, 406, 484, 498]
paragraph: ವಿದ್ಯಾರ್ಥಿಗಳ ಉತ್ತಮ ಭವಿಷ್ಯಕ್ಕಾಗಿ ರಾಜ್ಯ ಸರ್ಕಾರವು ಯುವನಿಧಿ ಯೋಜನೆಯನ್ನು ಜಾರಿಗೊಳಿಸಿದ್ದು, ನಿರುದ್ಯೋಗಿ ಪದವೀಧರರಿಗೆ ಆರ್ಥಿಕ ನೆರವು ನೀಡಲಾಗುತ್ತಿದೆ ಎಂದು ಶಾಮನೂರು ಟಿ. ಬಸವರಾಜು ಹೇಳಿದರು.	[500, 406, 678, 437]
paragraph: ನರೇಗಾ ಕಾಮಗಾರಿಗಳಲ್ಲಿ ಎಂ.ಬಿ. ಬರೆಯದೆ ಇದ್ದರೂ ಹಣ ಬಿಡುಗಡೆ ಮಾಡಲಾಗಿದೆ ಎಂದು ಗ್ರಾಮಸ್ಥರು ಆರೋಪಿಸಿದರು. ತಾಲೂಕಿನ ಗ್ರಾಮ ಪಂಚಾಯಿತಿಯಲ್ಲಿ ನಡೆದ ಸಾಮಾಜಿಕ ಲೆಕ್ಕ ಪರಿಶೋಧನಾ ಸಭೆಯಲ್ಲಿ ಈ ವಿಷಯ ಚರ್ಚೆಗೆ ಬಂದಿತು. 83 ಕಾಮಗಾರಿಗಳಲ್ಲಿ ಲೋಪದೋಷ ಕಂಡುಬಂದಿದೆ.	[556, 1336, 680, 1408]
paragraph: ಸುದ್ದಿಗಾರರೊಂದಿಗೆ ಮಾತನಾಡಿದ ನೂತನ ಸದಸ್ಯರು ಗ್ರಾಮದ ಅಭಿವೃದ್ಧಿಗೆ ಶ್ರಮಿಸುವುದಾಗಿ ತಿಳಿಸಿದರು. ಗ್ರಾಮಸ್ಥರ ವಿಶ್ವಾಸ ಉಳಿಸಿಕೊಂಡು ಮೂಲಭೂತ ಸೌಕರ್ಯಗಳನ್ನು ಒದಗಿಸುವುದಾಗಿ ಹೇಳಿದರು. ಈ ಸಂದರ್ಭದಲ್ಲಿ ವಿವಿಧ ಪಕ್ಷಗಳ ಮುಖಂಡರು ಹಾಗೂ ಕಾರ್ಯಕರ್ತರು ಹಾಜರಿದ್ದರು.	[4, 436, 236, 466]
meeting-photo	[428, 1218, 680, 1330]
divider	[248, 600, 678, 601]
dateline: ಆನೇಕಲ್:	[248, 630, 274, 639]
paragraph: ಕನ್ನಡ ಭಾಷೆ ಶ್ರೀಮಂತ ಇತಿಹಾಸ ಹೊಂದಿದ್ದು, ಎಂಟು ಜ್ಞಾನಪೀಠ ಪ್ರಶಸ್ತಿಗಳನ್ನು ಪಡೆದಿದೆ. ಮಕ್ಕಳಲ್ಲಿ ಕನ್ನಡ ಸಾಹಿತ್ಯದ ಬಗ್ಗೆ ಆಸಕ್ತಿ ಬೆಳೆಸಬೇಕು ಎಂದರು. ವಕೀಲರ ಸಂಘದ ಅಧ್ಯಕ್ಷರು ಹಾಗೂ ಪದಾಧಿಕಾರಿಗಳು ಉಪಸ್ಥಿತರಿದ್ದರು.	[248, 671, 418, 712]
headline: ಬಲಿಜ ಸಮುದಾಯದ ಅಭಿವೃದ್ಧಿಗೆ ಒಗ್ಗಟ್ಟು ಮುಖ್ಯ: ತಾರಾ ಅನುರಾಧ	[690, 341, 917, 379]
headline: ಮೃತ ವ್ಯಕ್ತಿ ವಾರಸುದಾರರ ಪತ್ತೆಗೆ ಮನವಿ	[690, 860, 869, 876]
person-figure	[896, 436, 918, 522]
dateline: ದಾವಣಗೆರೆ:	[248, 504, 278, 513]
press-meet-photo	[424, 100, 616, 212]
sun-icon	[627, 34, 649, 56]
masthead	[534, 28, 734, 60]
dateline: ಬೆಂಗಳೂರು ನಗರ ಜಿಲ್ಲೆ:	[698, 882, 759, 891]
